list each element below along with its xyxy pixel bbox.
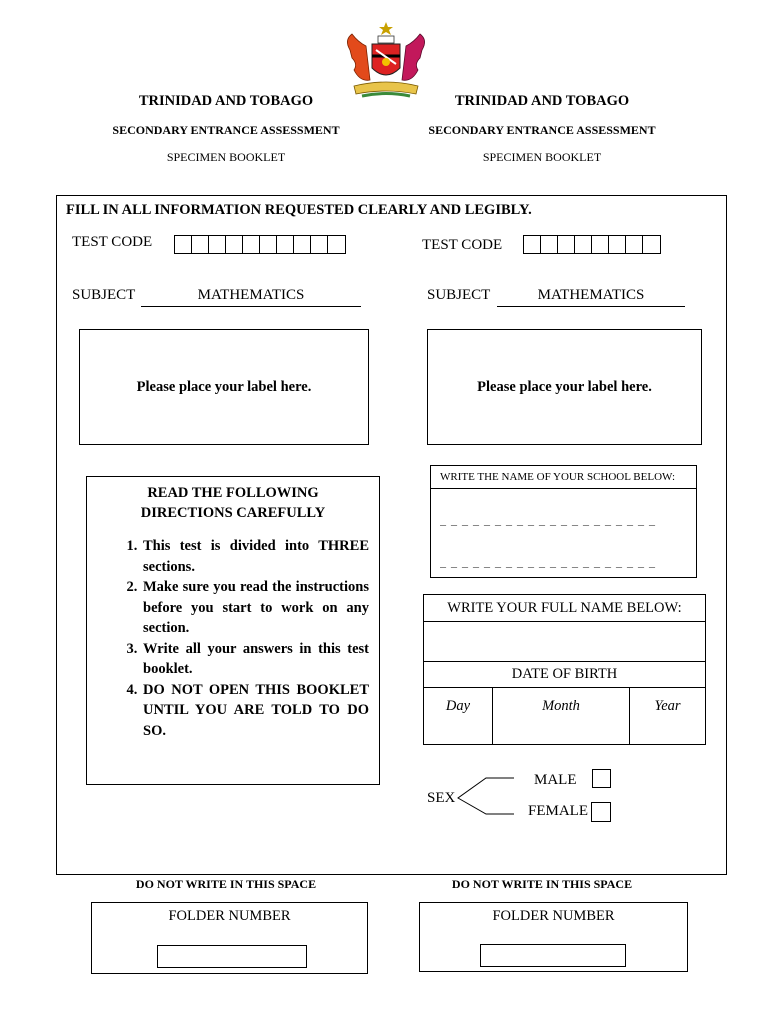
folder-box-left [91, 902, 368, 974]
header-title-right: TRINIDAD AND TOBAGO [454, 93, 630, 109]
directions-item: 2. Make sure you read the instructions before you start to work on any section. [141, 577, 369, 639]
full-name-input[interactable] [423, 621, 706, 662]
folder-box-right [419, 902, 688, 972]
school-line-1[interactable]: _ _ _ _ _ _ _ _ _ _ _ _ _ _ _ _ _ _ _ _ [440, 513, 656, 527]
sex-bracket-icon [456, 775, 516, 817]
dob-year-label: Year [654, 698, 681, 714]
header-subtitle-right: SECONDARY ENTRANCE ASSESSMENT [428, 123, 656, 137]
date-of-birth-label: DATE OF BIRTH [423, 661, 706, 688]
test-code-label-left: TEST CODE [72, 234, 153, 250]
label-box-text-right: Please place your label here. [477, 378, 652, 395]
folder-number-input-left[interactable] [157, 945, 307, 968]
school-label: WRITE THE NAME OF YOUR SCHOOL BELOW: [431, 466, 696, 489]
header-specimen-right: SPECIMEN BOOKLET [482, 150, 602, 164]
sex-male-label: MALE [534, 772, 577, 788]
folder-number-label-right: FOLDER NUMBER [492, 908, 615, 924]
header-subtitle-left: SECONDARY ENTRANCE ASSESSMENT [112, 123, 340, 137]
label-box-right [427, 329, 702, 445]
directions-item: 1. This test is divided into THREE sections. [141, 536, 369, 577]
test-code-input-right[interactable] [523, 235, 661, 254]
subject-value-right: MATHEMATICS [497, 287, 685, 307]
sex-male-checkbox[interactable] [592, 769, 611, 788]
subject-label-left: SUBJECT [72, 287, 136, 303]
test-code-label-right: TEST CODE [422, 237, 503, 253]
dob-month-field[interactable] [492, 687, 630, 745]
directions-box [86, 476, 380, 785]
directions-item: 3. Write all your answers in this test booklet. [141, 639, 369, 680]
full-name-label: WRITE YOUR FULL NAME BELOW: [423, 594, 706, 622]
school-line-2[interactable]: _ _ _ _ _ _ _ _ _ _ _ _ _ _ _ _ _ _ _ _ [440, 555, 656, 569]
do-not-write-left: DO NOT WRITE IN THIS SPACE [135, 877, 317, 891]
folder-number-input-right[interactable] [480, 944, 626, 967]
sex-female-label: FEMALE [528, 803, 588, 819]
dob-month-label: Month [542, 698, 580, 714]
sex-female-checkbox[interactable] [591, 802, 611, 822]
sex-label: SEX [427, 790, 456, 806]
directions-list [87, 536, 369, 741]
subject-label-right: SUBJECT [427, 287, 491, 303]
test-code-input-left[interactable] [174, 235, 346, 254]
folder-number-label-left: FOLDER NUMBER [168, 908, 291, 924]
subject-value-left: MATHEMATICS [141, 287, 361, 307]
do-not-write-right: DO NOT WRITE IN THIS SPACE [451, 877, 633, 891]
label-box-left [79, 329, 369, 445]
header-title-left: TRINIDAD AND TOBAGO [138, 93, 314, 109]
dob-year-field[interactable] [629, 687, 706, 745]
school-box [430, 465, 697, 578]
directions-item: 4. DO NOT OPEN THIS BOOKLET UNTIL YOU ARE TOLD TO DO SO. [141, 680, 369, 742]
header-specimen-left: SPECIMEN BOOKLET [166, 150, 286, 164]
label-box-text-left: Please place your label here. [136, 378, 312, 395]
form-instruction: FILL IN ALL INFORMATION REQUESTED CLEARLY AND LEGIBLY. [66, 202, 532, 218]
directions-title-line2: DIRECTIONS CAREFULLY [140, 505, 326, 521]
dob-day-field[interactable] [423, 687, 493, 745]
dob-day-label: Day [445, 698, 471, 714]
coat-of-arms-icon [340, 20, 432, 100]
directions-title-line1: READ THE FOLLOWING [147, 485, 319, 501]
